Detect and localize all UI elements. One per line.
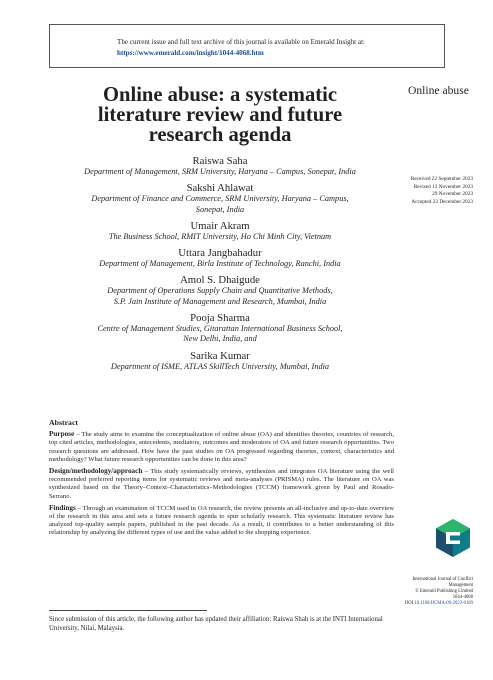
date-received: Received 22 September 2023 [410, 176, 473, 182]
publisher-logo-icon [433, 518, 473, 558]
affiliation-line: Department of ISME, ATLAS SkillTech University, Mumbai, India [110, 361, 330, 371]
author-affiliation [48, 286, 392, 307]
availability-text: The current issue and full text archive of this journal is available on Emerald Insight at: [117, 38, 366, 46]
section-label: Findings [49, 503, 76, 512]
journal-name-cont: Management [448, 583, 473, 588]
affiliation-line: Department of Operations Supply Chain and Quantitative Methods, [107, 286, 333, 296]
affiliation-line: New Delhi, India, and [183, 334, 257, 344]
date-accepted: Accepted 23 December 2023 [411, 198, 473, 205]
section-text: – This study systematically reviews, synthesizes and integrates OA literature using the well recommended preferred reporting items for systematic reviews and meta-analyses (PRISMA) rules. The literature on OA was synthesized based on the Theory–Context–Characteristics–Methodologies (TCCM) framework given by Paul and Rosado-Serrano. [49, 468, 394, 500]
affiliation-footnote: Since submission of this article, the following author has updated their affiliation: Raiswa Shah is at the INTI International University, Nilai, Malaysia. [49, 616, 383, 632]
author-name: Umair Akram [190, 219, 250, 232]
journal-availability-box [49, 24, 445, 68]
journal-info [393, 577, 473, 607]
abstract-heading: Abstract [49, 418, 79, 427]
abstract-section [49, 419, 394, 541]
abstract-purpose [49, 430, 394, 464]
affiliation-line: Department of Finance and Commerce, SRM University, Haryana – Campus, [91, 194, 349, 204]
journal-url-link[interactable]: https://www.emerald.com/insight/1044-4068.htm [117, 49, 264, 57]
date-revised-1: Revised 13 November 2023 [413, 183, 473, 190]
author-affiliation [48, 362, 392, 372]
affiliation-line: S.P. Jain Institute of Management and Research, Mumbai, India [113, 296, 327, 306]
copyright: © Emerald Publishing Limited [415, 589, 473, 594]
author-affiliation [48, 324, 392, 345]
affiliation-line: Department of Management, Birla Institute of Technology, Ranchi, India [99, 259, 341, 269]
author-affiliation [48, 167, 392, 177]
abstract-design [49, 467, 394, 501]
section-text: – The study aims to examine the conceptualization of online abuse (OA) and identifies theories, countries of research, top cited articles, methodologies, antecedents, mediators, outcomes and moderators of OA and future research opportunities. Two research questions are addressed. How have the past studies on OA progressed regarding theories, context, characteristics and methodology? What future research opportunities can be done in this area? [49, 431, 394, 463]
journal-name: International Journal of Conflict [412, 577, 473, 582]
author-affiliation [48, 259, 392, 269]
affiliation-line: Sonepat, India [195, 204, 245, 214]
doi-line [393, 601, 473, 607]
article-title [48, 85, 392, 145]
author-list [48, 155, 392, 377]
date-revised-2: 29 November 2023 [432, 191, 473, 198]
author-name: Raiswa Saha [192, 155, 248, 167]
footnote-divider [49, 610, 207, 611]
author-affiliation [48, 232, 392, 242]
title-line: Online abuse: a systematic [103, 84, 337, 106]
running-title: Online abuse [408, 84, 469, 97]
section-label: Purpose [49, 430, 75, 439]
affiliation-line: Centre of Management Studies, Gitarattan International Business School, [97, 324, 343, 334]
author-name: Uttara Jangbahadur [178, 247, 262, 260]
affiliation-line: Department of Management, SRM University, Haryana – Campus, Sonepat, India [84, 167, 356, 176]
abstract-findings [49, 504, 394, 538]
doi-link[interactable]: 10.1108/IJCMA-09-2023-0189 [414, 601, 473, 606]
author-name: Sakshi Ahlawat [186, 182, 254, 195]
issn: 1044-4068 [452, 595, 473, 600]
author-name: Pooja Sharma [190, 312, 250, 325]
section-text: – Through an examination of TCCM used in OA research, the review presents an all-inclusive and up-to-date overview of the research in this area and sets a future research agenda to spur scholarly research. This systematic literature review has analyzed top-quality sample papers, published in the past decade. As a result, it contributes to a better understanding of this relationship by analyzing the different types of use and the value added to the shopping experience. [49, 504, 394, 537]
author-affiliation [48, 194, 392, 215]
title-line: research agenda [148, 124, 292, 146]
section-label: Design/methodology/approach [49, 467, 143, 476]
affiliation-line: The Business School, RMIT University, Ho Chi Minh City, Vietnam [108, 231, 332, 241]
author-name: Amol S. Dhaigude [180, 274, 260, 287]
doi-label: DOI [404, 601, 415, 606]
title-line: literature review and future [97, 104, 343, 126]
author-name: Sarika Kumar [190, 349, 250, 362]
